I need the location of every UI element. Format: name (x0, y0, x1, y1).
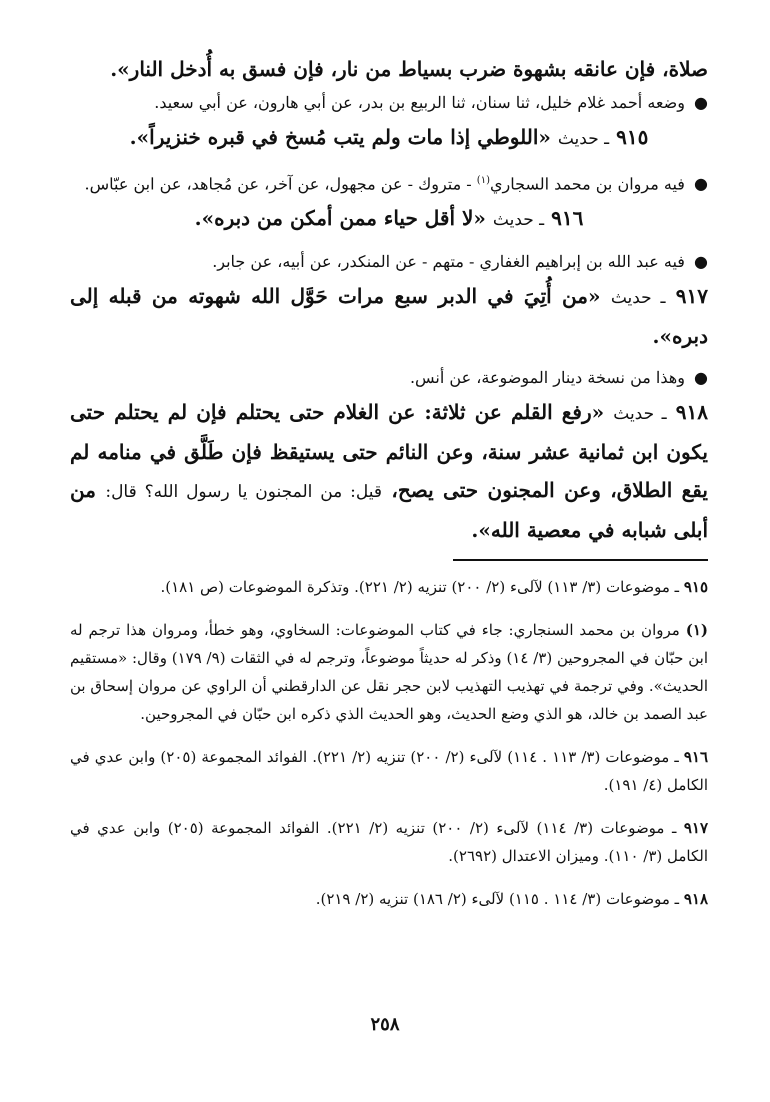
hadith-915 (70, 118, 708, 158)
footnote-text: ـ موضوعات (٣/ ١١٤ . ١١٥) لآلىء (٢/ ١٨٦) تنزيه (٢/ ٢١٩). (315, 890, 680, 909)
footnote-text: مروان بن محمد السنجاري: جاء في كتاب الموضوعات: السخاوي، وهو خطأ، ومروان هذا ترجم له ابن حبّان في المجروحين (٣/ ١٤) وذكر له حديثاً موضوعاً، وترجم له في الثقات (٩/ ١٧٩) وقال: «مستقيم الحديث». وفي ترجمة في تهذيب التهذيب لابن حجر نقل عن الدارقطني أن الراوي عن مروان إسحاق بن عبد الصمد بن خالد، هو الذي وضع الحديث، وهو الحديث الذي ذكره ابن حبّان في المجروحين. (70, 621, 709, 724)
footnote-number: ٩١٦ (683, 748, 708, 767)
footnote-number: ٩١٥ (683, 578, 708, 597)
footnote-918 (70, 885, 708, 913)
footnote-divider (453, 559, 708, 561)
page-body (70, 50, 708, 917)
note-text: فيه مروان بن محمد السجاري (489, 174, 685, 194)
hadith-label: ـ حديث (613, 404, 667, 425)
narration-note (70, 88, 708, 118)
note-text: وهذا من نسخة دينار الموضوعة، عن أنس. (409, 368, 685, 388)
hadith-text: «رفع القلم عن ثلاثة: عن الغلام حتى يحتلم فإن لم يحتلم حتى يكون ابن ثمانية عشر سنة، وعن النائم حتى يستيقظ فإن طَلَّق في منامه لم يقع الطلاق، وعن المجنون حتى يصح، (70, 400, 708, 503)
footnote-1 (70, 616, 708, 728)
bullet: ● (694, 174, 708, 194)
footnote-number: ٩١٧ (683, 819, 709, 838)
hadith-918 (70, 393, 708, 549)
hadith-aside: قيل: من المجنون يا رسول الله؟ قال: (105, 482, 382, 503)
hadith-text: «اللوطي إذا مات ولم يتب مُسخ في قبره خنزيراً». (129, 125, 551, 149)
footnotes (70, 573, 708, 913)
main-text (70, 50, 708, 549)
footnote-text: ـ موضوعات (٣/ ١١٣ . ١١٤) لآلىء (٢/ ٢٠٠) تنزيه (٢/ ٢٢١). الفوائد المجموعة (٢٠٥) وابن عدي في الكامل (٤/ ١٩١). (70, 748, 708, 795)
narration-note (70, 247, 708, 277)
hadith-text: «من أُتِيَ في الدبر سبع مرات حَوَّل الله شهوته من قبله إلى دبره». (70, 284, 708, 349)
hadith-916 (70, 199, 708, 239)
note-text: فيه عبد الله بن إبراهيم الغفاري - متهم - عن المنكدر، عن أبيه، عن جابر. (212, 252, 685, 272)
hadith-continuation: صلاة، فإن عانقه بشهوة ضرب بسياط من نار، فإن فسق به أُدخل النار». (110, 57, 708, 81)
hadith-label: ـ حديث (610, 288, 666, 309)
note-text: - متروك - عن مجهول، عن آخر، عن مُجاهد، عن ابن عبّاس. (84, 174, 472, 194)
footnote-915 (70, 573, 708, 601)
bullet: ● (694, 252, 708, 272)
bullet: ● (694, 93, 708, 112)
footnote-number: ٩١٨ (683, 890, 708, 909)
footnote-916 (70, 743, 708, 799)
hadith-label: ـ حديث (492, 210, 545, 231)
hadith-number: ٩١٦ (551, 206, 584, 231)
footnote-ref[interactable]: (١) (476, 175, 490, 186)
narration-note (70, 363, 708, 393)
narration-note (70, 166, 708, 199)
footnote-text: ـ موضوعات (٣/ ١١٣) لآلىء (٢/ ٢٠٠) تنزيه (٢/ ٢٢١). وتذكرة الموضوعات (ص ١٨١). (160, 578, 680, 597)
bullet: ● (694, 368, 708, 388)
page-number: ٢٥٨ (370, 1014, 400, 1035)
hadith-text: «لا أقل حياء ممن أمكن من دبره». (194, 206, 486, 231)
footnote-917 (70, 814, 708, 870)
hadith-text: من أبلى شبابه في معصية الله». (70, 478, 708, 543)
footnote-number: (١) (685, 621, 708, 640)
footnote-text: ـ موضوعات (٣/ ١١٤) لآلىء (٢/ ٢٠٠) تنزيه (٢/ ٢٢١). الفوائد المجموعة (٢٠٥) وابن عدي في الكامل (٣/ ١١٠). وميزان الاعتدال (٢٦٩٢). (70, 819, 708, 866)
note-text: وضعه أحمد غلام خليل، ثنا سنان، ثنا الربيع بن بدر، عن أبي هارون، عن أبي سعيد. (154, 93, 685, 112)
hadith-label: ـ حديث (557, 129, 610, 149)
hadith-number: ٩١٨ (675, 400, 708, 425)
hadith-number: ٩١٧ (675, 284, 709, 309)
hadith-917 (70, 277, 708, 355)
hadith-number: ٩١٥ (616, 125, 649, 149)
